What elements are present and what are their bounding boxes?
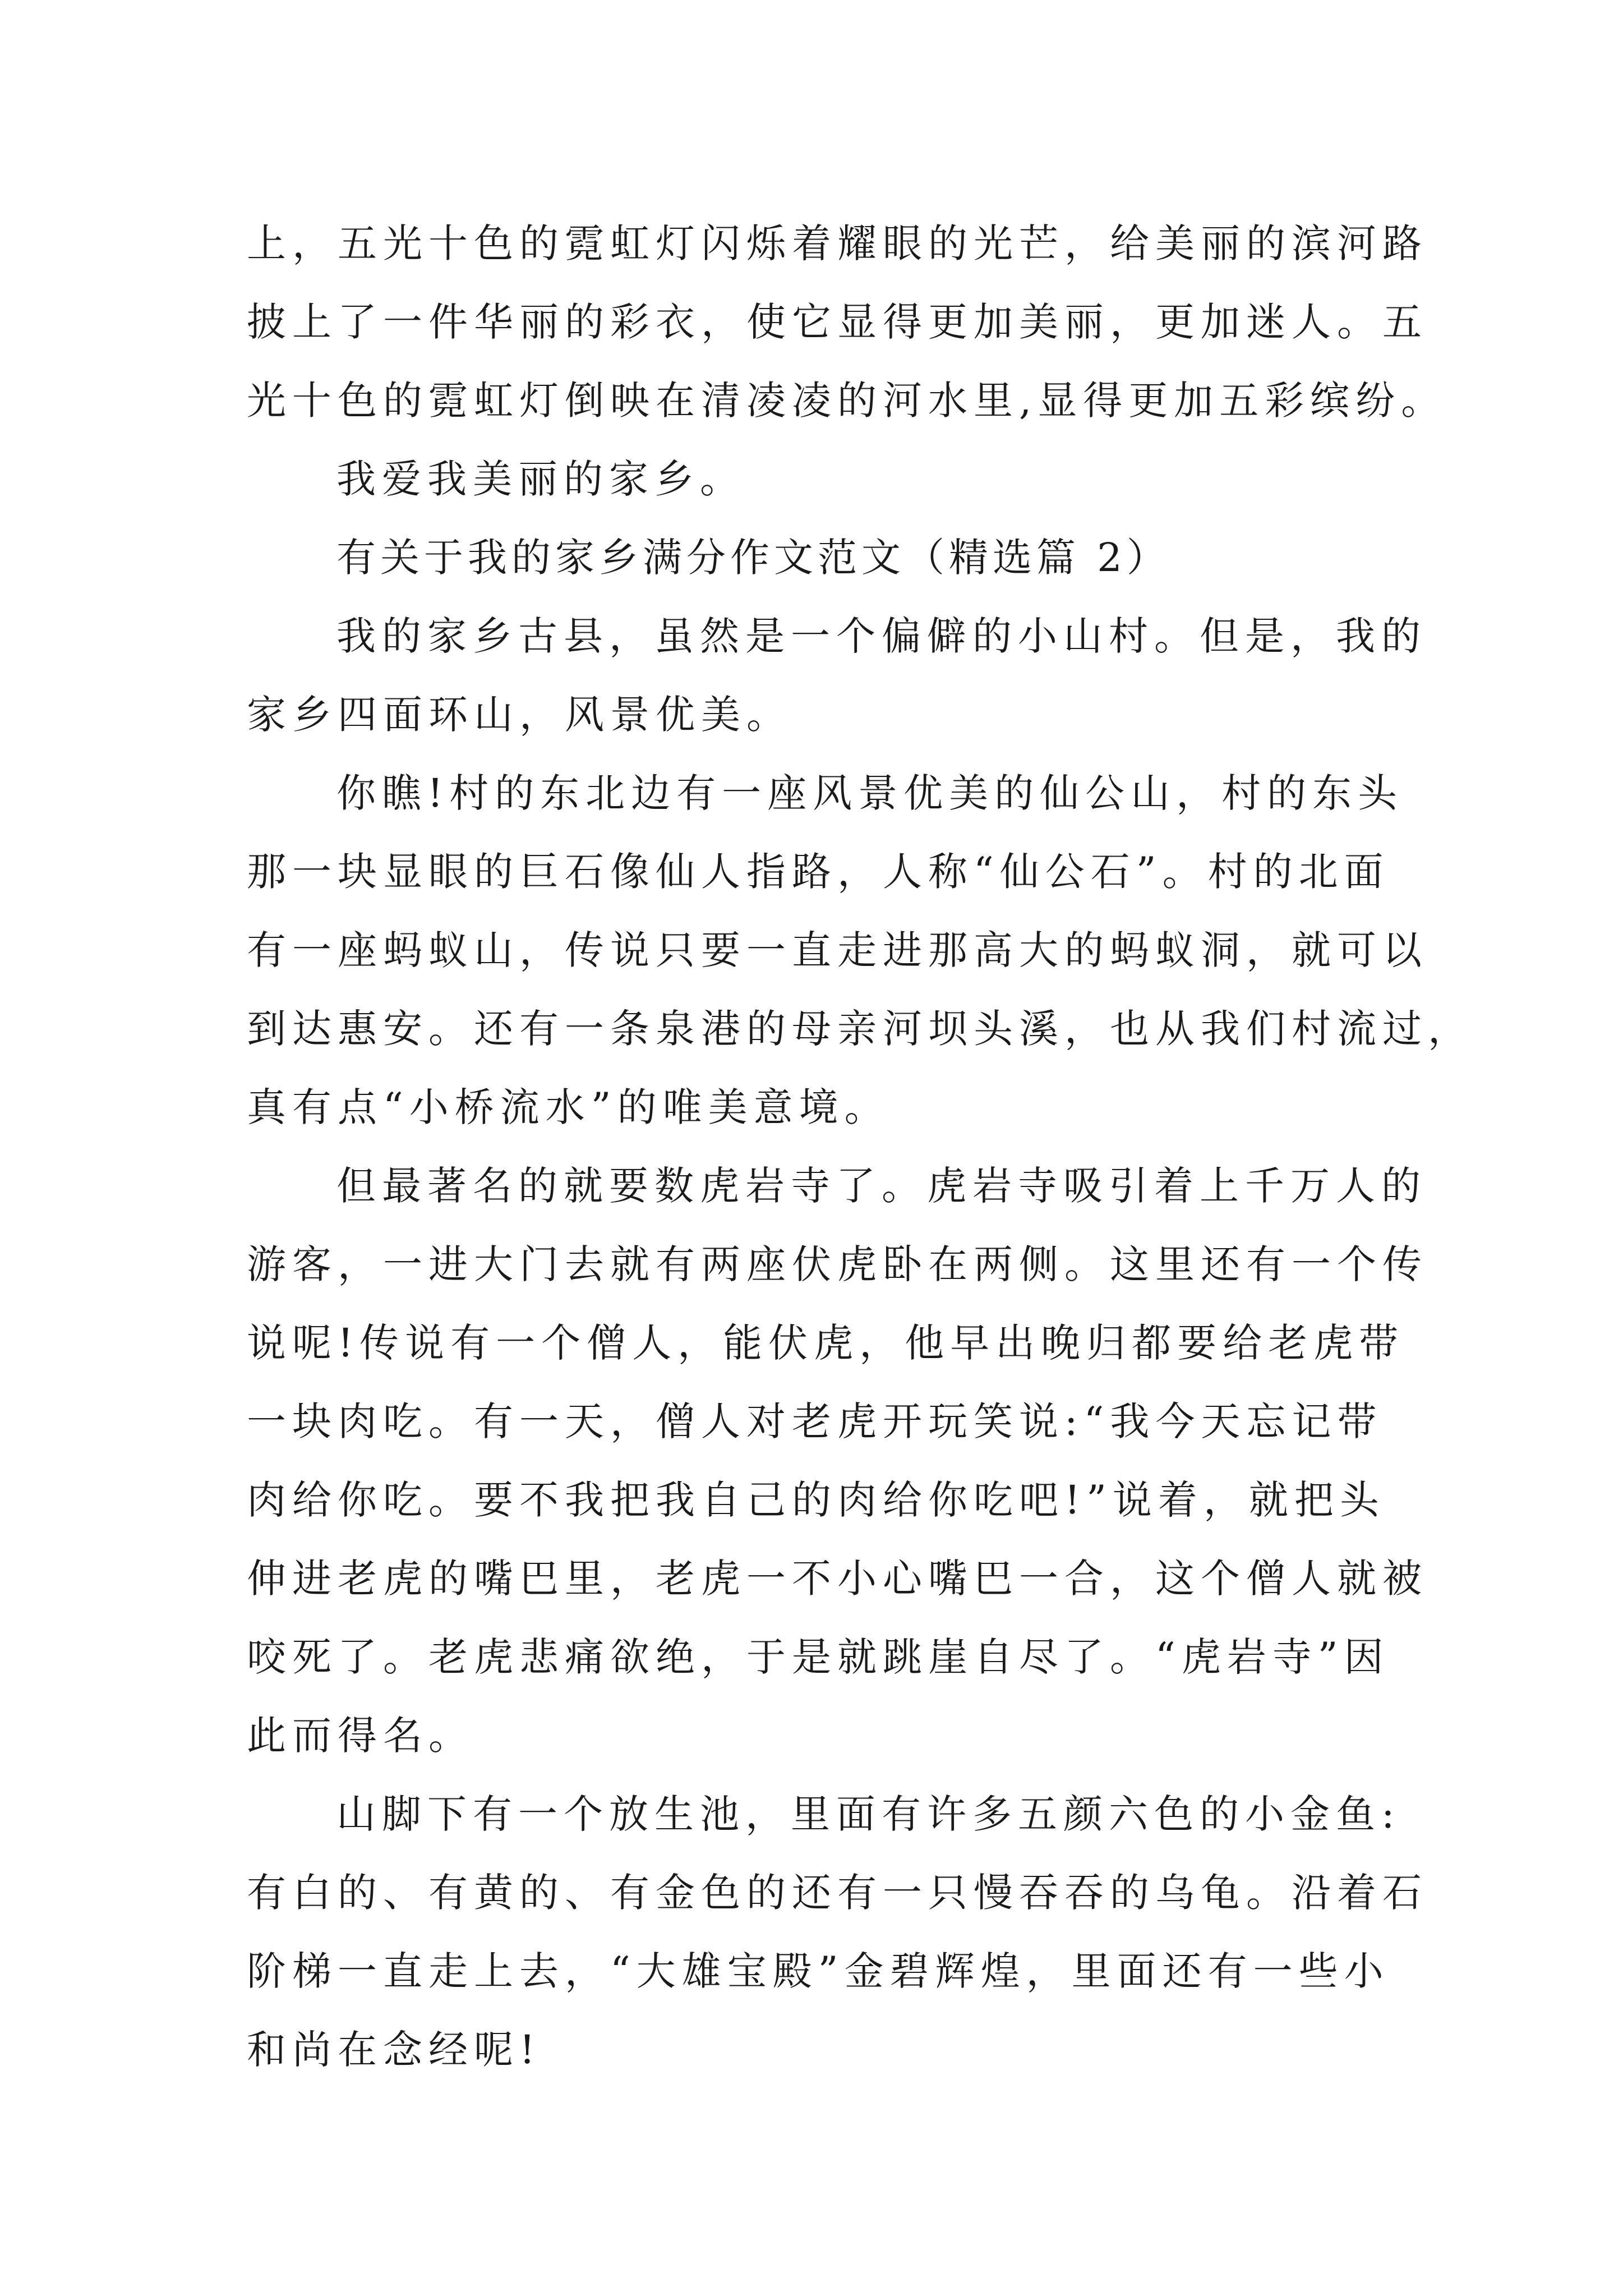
text-line: 披上了一件华丽的彩衣，使它显得更加美丽，更加迷人。五 — [247, 299, 1428, 345]
text-line: 和尚在念经呢! — [247, 2027, 542, 2073]
text-line: 一块肉吃。有一天，僧人对老虎开玩笑说:“我今天忘记带 — [247, 1398, 1383, 1444]
text-line: 咬死了。老虎悲痛欲绝，于是就跳崖自尽了。“虎岩寺”因 — [247, 1634, 1390, 1680]
paragraph-first-line: 我爱我美丽的家乡。 — [336, 456, 745, 502]
text-line: 那一块显眼的巨石像仙人指路，人称“仙公石”。村的北面 — [247, 849, 1390, 895]
text-line: 到达惠安。还有一条泉港的母亲河坝头溪，也从我们村流过， — [247, 1006, 1473, 1052]
text-line: 真有点“小桥流水”的唯美意境。 — [247, 1084, 890, 1130]
text-line: 光十色的霓虹灯倒映在清凌凌的河水里,显得更加五彩缤纷。 — [247, 378, 1447, 424]
section-heading: 有关于我的家乡满分作文范文（精选篇 2） — [336, 535, 1170, 581]
text-line: 有一座蚂蚁山，传说只要一直走进那高大的蚂蚁洞，就可以 — [247, 927, 1428, 973]
text-line: 阶梯一直走上去，“大雄宝殿”金碧辉煌，里面还有一些小 — [247, 1948, 1390, 1994]
text-line: 家乡四面环山，风景优美。 — [247, 692, 792, 738]
text-line: 伸进老虎的嘴巴里，老虎一不小心嘴巴一合，这个僧人就被 — [247, 1556, 1428, 1602]
text-line: 肉给你吃。要不我把我自己的肉给你吃吧!”说着，就把头 — [247, 1477, 1385, 1523]
text-line: 此而得名。 — [247, 1713, 474, 1759]
text-line: 说呢!传说有一个僧人，能伏虎，他早出晚归都要给老虎带 — [247, 1320, 1405, 1366]
text-line: 游客，一进大门去就有两座伏虎卧在两侧。这里还有一个传 — [247, 1241, 1428, 1287]
paragraph-first-line: 山脚下有一个放生池，里面有许多五颜六色的小金鱼: — [336, 1791, 1401, 1837]
text-line: 有白的、有黄的、有金色的还有一只慢吞吞的乌龟。沿着石 — [247, 1870, 1428, 1916]
paragraph-first-line: 但最著名的就要数虎岩寺了。虎岩寺吸引着上千万人的 — [336, 1163, 1427, 1209]
paragraph-first-line: 你瞧!村的东北边有一座风景优美的仙公山，村的东头 — [336, 770, 1404, 816]
paragraph-first-line: 我的家乡古县，虽然是一个偏僻的小山村。但是，我的 — [336, 613, 1427, 659]
text-line: 上，五光十色的霓虹灯闪烁着耀眼的光芒，给美丽的滨河路 — [247, 220, 1428, 266]
